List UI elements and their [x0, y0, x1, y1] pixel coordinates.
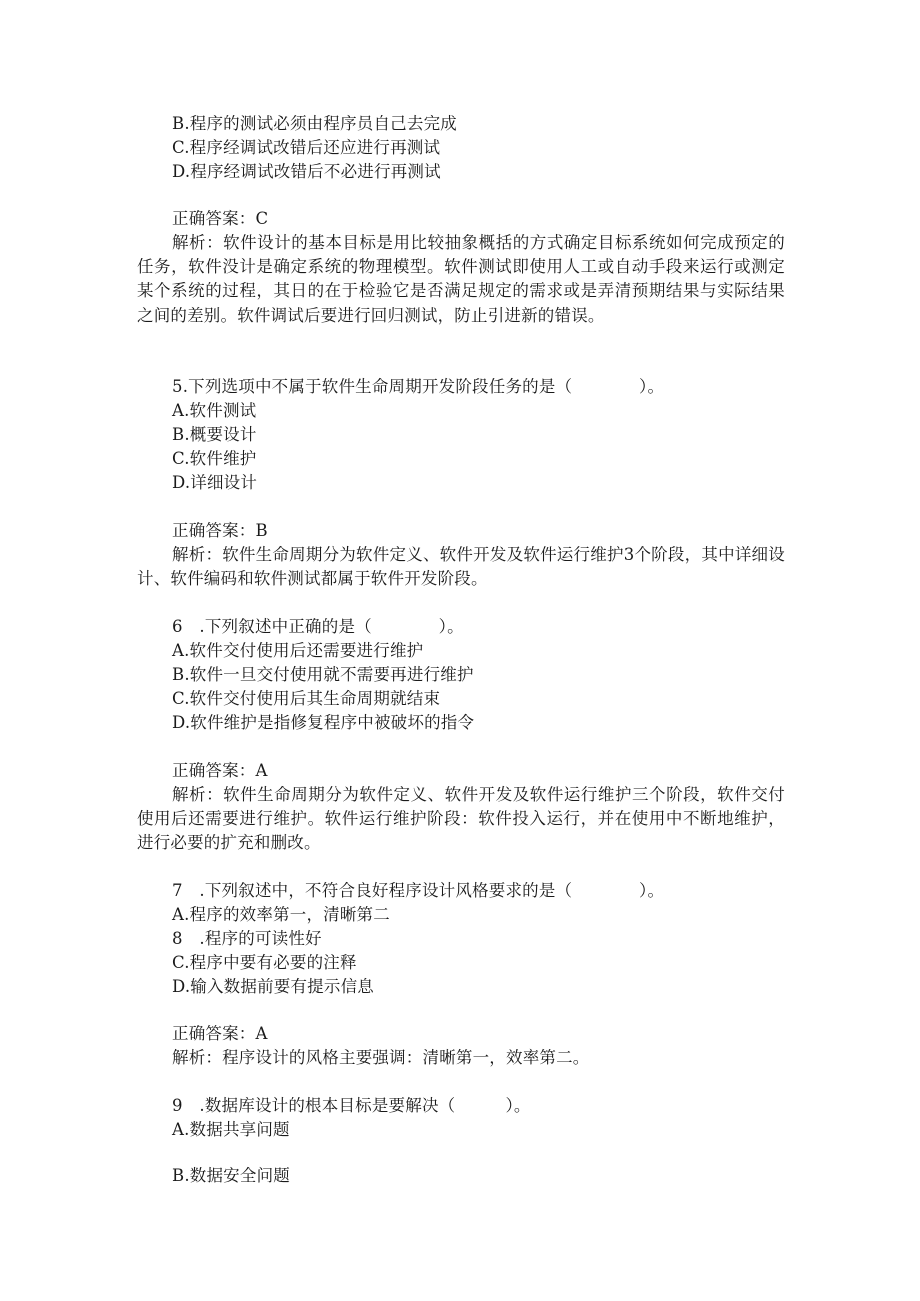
question-5-option-c: C.软件维护 — [172, 449, 257, 468]
explanation-paragraph: 解析：软件设计的基本目标是用比较抽象概括的方式确定目标系统如何完成预定的任务，软件没计是确定系统的物理模型。软件测试即使用人工或自动手段来运行或测定某个系统的过程，其日的在于检验它是否满足规定的需求或是弄清预期结果与实际结果之间的差别。软件调试后要进行回归测试，防止引进新的错误。 — [137, 233, 785, 325]
question-7-option-c: C.程序中要有必要的注释 — [172, 953, 357, 972]
option-d-text: D.程序经调试改错后不必进行再测试 — [172, 162, 441, 181]
question-7-option-d: D.输入数据前要有提示信息 — [172, 977, 374, 996]
question-5-explanation: 解析：软件生命周期分为软件定义、软件开发及软件运行维护3个阶段，其中详细设计、软件编码和软件测试都属于软件开发阶段。 — [137, 545, 785, 589]
question-5-option-d: D.详细设计 — [172, 473, 258, 492]
question-6-option-b: B.软件一旦交付使用就不需要再进行维护 — [172, 665, 474, 684]
question-6-explanation: 解析：软件生命周期分为软件定义、软件开发及软件运行维护三个阶段，软件交付使用后还需要进行维护。软件运行维护阶段：软件投入运行，并在使用中不断地维护，进行必要的扩充和删改。 — [137, 785, 785, 853]
question-6-option-a: A.软件交付使用后还需要进行维护 — [172, 641, 424, 660]
question-5-option-a: A.软件测试 — [172, 401, 257, 420]
question-5-option-b: B.概要设计 — [172, 425, 257, 444]
option-c-text: C.程序经调试改错后还应进行再测试 — [172, 138, 441, 157]
option-b-text: B.程序的测试必须由程序员自己去完成 — [172, 114, 457, 133]
question-9: 9 .数据库设计的根本目标是要解决（ ）。 — [172, 1096, 531, 1115]
question-5: 5.下列选项中不属于软件生命周期开发阶段任务的是（ ）。 — [172, 377, 665, 396]
question-9-option-a: A.数据共享问题 — [172, 1120, 290, 1139]
question-5-answer: 正确答案：B — [172, 521, 268, 540]
question-9-option-b: B.数据安全问题 — [172, 1166, 290, 1185]
question-7: 7 .下列叙述中，不符合良好程序设计风格要求的是（ ）。 — [172, 881, 665, 900]
question-7-answer: 正确答案：A — [172, 1024, 268, 1043]
question-6-option-c: C.软件交付使用后其生命周期就结束 — [172, 689, 441, 708]
question-7-option-b: 8 .程序的可读性好 — [172, 929, 322, 948]
question-7-explanation: 解析：程序设计的风格主要强调：清晰第一，效率第二。 — [172, 1048, 590, 1067]
question-7-option-a: A.程序的效率第一，清晰第二 — [172, 905, 390, 924]
question-6: 6 .下列叙述中正确的是（ ）。 — [172, 617, 464, 636]
question-6-option-d: D.软件维护是指修复程序中被破坏的指令 — [172, 713, 475, 732]
question-6-answer: 正确答案：A — [172, 761, 268, 780]
answer-line: 正确答案：C — [172, 209, 269, 228]
